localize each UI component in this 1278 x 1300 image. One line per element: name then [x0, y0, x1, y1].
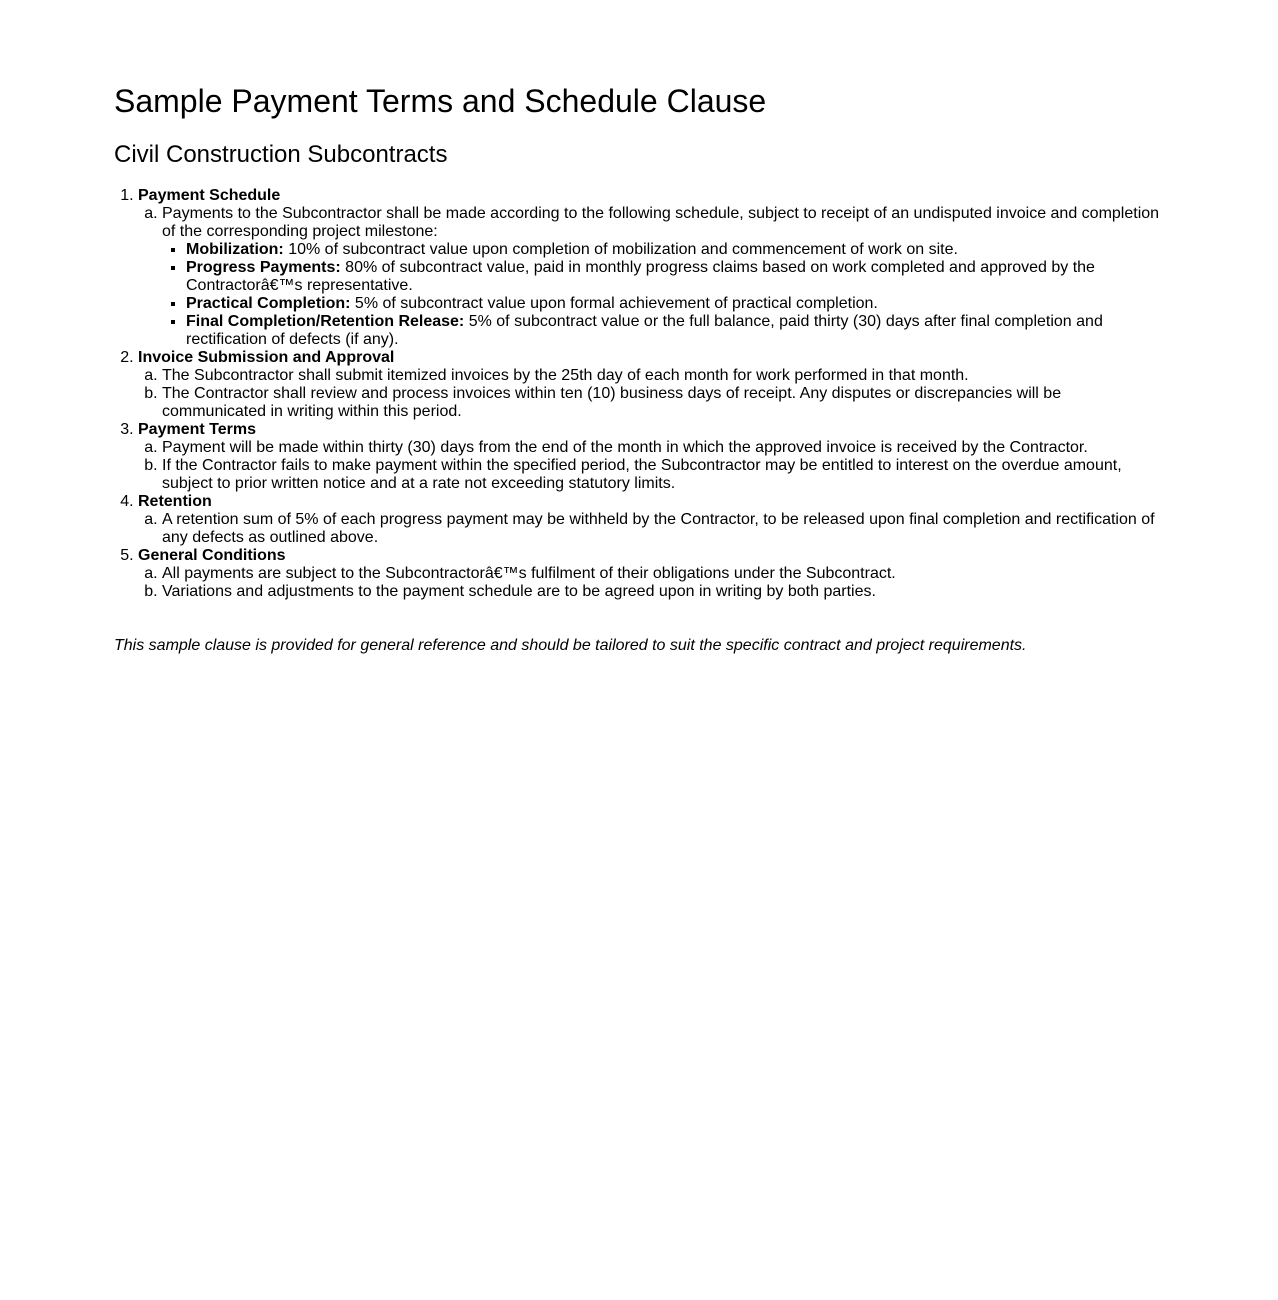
- section-title: Invoice Submission and Approval: [138, 349, 395, 366]
- section-payment-terms: [138, 421, 1164, 493]
- milestone-item-final-completion: [186, 313, 1164, 349]
- milestone-text: 80% of subcontract value, paid in monthly progress claims based on work completed and approved by the Contractorâ€™s representative.: [186, 259, 1095, 294]
- milestone-item-progress-payments: [186, 259, 1164, 295]
- milestone-text: 5% of subcontract value or the full balance, paid thirty (30) days after final completion and rectification of defects (if any).: [186, 313, 1103, 348]
- subitem: [162, 205, 1164, 349]
- disclaimer-note: This sample clause is provided for general reference and should be tailored to suit the specific contract and project requirements.: [114, 637, 1027, 654]
- section-title: Payment Schedule: [138, 187, 281, 204]
- subitem: b. The Contractor shall review and process invoices within ten (10) business days of receipt. Any disputes or discrepancies will be communicated in writing within this period.: [162, 385, 1164, 421]
- section-retention: [138, 493, 1164, 547]
- milestone-label: Progress Payments:: [186, 259, 341, 276]
- subitem-list: [138, 565, 1164, 601]
- section-title: Retention: [138, 493, 212, 510]
- subitem: b. If the Contractor fails to make payment within the specified period, the Subcontractor may be entitled to interest on the overdue amount, subject to prior written notice and at a rate not exceeding statutory limits.: [162, 457, 1164, 493]
- subitem: a. All payments are subject to the Subcontractorâ€™s fulfilment of their obligations under the Subcontract.: [162, 565, 1164, 583]
- subitem: a. The Subcontractor shall submit itemized invoices by the 25th day of each month for work performed in that month.: [162, 367, 1164, 385]
- section-invoice-submission: [138, 349, 1164, 421]
- milestone-text: 5% of subcontract value upon formal achievement of practical completion.: [350, 295, 878, 312]
- page-title: Sample Payment Terms and Schedule Clause: [114, 83, 767, 119]
- milestone-list: [162, 241, 1164, 349]
- subitem-list: [138, 439, 1164, 493]
- milestone-label: Final Completion/Retention Release:: [186, 313, 465, 330]
- subitem: a. A retention sum of 5% of each progress payment may be withheld by the Contractor, to be released upon final completion and rectification of any defects as outlined above.: [162, 511, 1164, 547]
- subitem-list: [138, 511, 1164, 547]
- page-subtitle: Civil Construction Subcontracts: [114, 141, 448, 168]
- subitem: b. Variations and adjustments to the payment schedule are to be agreed upon in writing by both parties.: [162, 583, 1164, 601]
- section-payment-schedule: [138, 187, 1164, 349]
- clause-sections-list: [114, 187, 1164, 601]
- section-title: Payment Terms: [138, 421, 256, 438]
- subitem-list: [138, 367, 1164, 421]
- milestone-item-practical-completion: [186, 295, 1164, 313]
- milestone-item-mobilization: [186, 241, 1164, 259]
- subitem: a. Payment will be made within thirty (30) days from the end of the month in which the approved invoice is received by the Contractor.: [162, 439, 1164, 457]
- milestone-label: Mobilization:: [186, 241, 284, 258]
- milestone-text: 10% of subcontract value upon completion of mobilization and commencement of work on site.: [283, 241, 958, 258]
- section-title: General Conditions: [138, 547, 286, 564]
- section-general-conditions: [138, 547, 1164, 601]
- milestone-label: Practical Completion:: [186, 295, 351, 312]
- subitem-text: Payments to the Subcontractor shall be made according to the following schedule, subject to receipt of an undisputed invoice and completion of the corresponding project milestone:: [162, 205, 1160, 240]
- subitem-list: [138, 205, 1164, 349]
